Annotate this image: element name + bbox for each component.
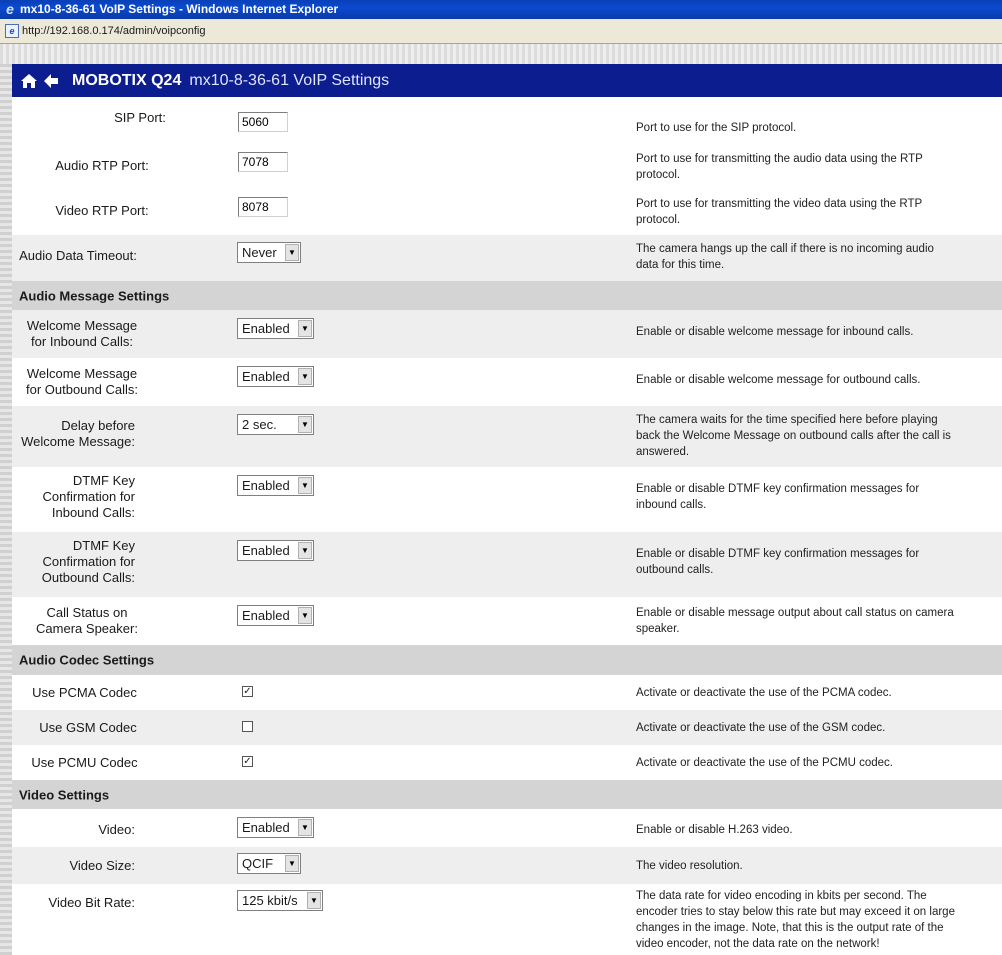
call-status-select[interactable] xyxy=(237,605,314,626)
label-line: for Inbound Calls: xyxy=(31,334,133,349)
sip-port-desc: Port to use for the SIP protocol. xyxy=(636,122,797,134)
audio-rtp-port-desc: Port to use for transmitting the audio data using the RTP protocol. xyxy=(636,153,923,181)
label-line: Delay before xyxy=(61,418,135,433)
pcmu-desc: Activate or deactivate the use of the PCMU codec. xyxy=(636,757,893,769)
section-video xyxy=(12,780,1002,809)
page-frame xyxy=(0,64,1002,955)
chevron-down-icon[interactable]: ▼ xyxy=(298,416,312,433)
row-sip-port xyxy=(12,97,1002,138)
row-welcome-delay xyxy=(12,406,1002,467)
video-bitrate-label: Video Bit Rate: xyxy=(48,895,135,910)
dtmf-outbound-value: Enabled xyxy=(242,543,290,558)
row-dtmf-outbound xyxy=(12,532,1002,597)
chevron-down-icon[interactable]: ▼ xyxy=(285,244,299,261)
label-line: Confirmation for xyxy=(42,554,135,569)
pcmu-checkbox[interactable]: ✓ xyxy=(243,756,252,767)
chevron-down-icon[interactable]: ▼ xyxy=(298,320,312,337)
chevron-down-icon[interactable]: ▼ xyxy=(298,368,312,385)
row-audio-data-timeout xyxy=(12,235,1002,281)
pcmu-label: Use PCMU Codec xyxy=(31,755,138,770)
address-url[interactable]: http://192.168.0.174/admin/voipconfig xyxy=(22,25,206,37)
section-heading: Video Settings xyxy=(19,787,110,802)
label-line: for Outbound Calls: xyxy=(25,382,138,397)
row-video-bitrate xyxy=(12,884,1002,955)
label-line: DTMF Key xyxy=(72,538,135,553)
welcome-inbound-select[interactable] xyxy=(237,318,314,339)
dtmf-outbound-desc: Enable or disable DTMF key confirmation messages for outbound calls. xyxy=(636,548,920,576)
delay-value: 2 sec. xyxy=(242,417,277,432)
welcome-outbound-value: Enabled xyxy=(242,369,290,384)
label-line: DTMF Key xyxy=(72,473,135,488)
chevron-down-icon[interactable]: ▼ xyxy=(298,819,312,836)
video-rtp-port-label: Video RTP Port: xyxy=(55,203,149,218)
back-arrow-icon[interactable] xyxy=(40,64,62,97)
audio-timeout-value: Never xyxy=(242,245,277,260)
ie-logo-icon: e xyxy=(6,1,14,17)
welcome-outbound-label xyxy=(12,366,152,398)
video-bitrate-desc: The data rate for video encoding in kbits per second. The encoder tries to stay below this rate but may exceed it on large changes in the image. Note, that this is the output rate of the video encoder, not the data rate on the network! xyxy=(636,890,955,950)
pcma-desc: Activate or deactivate the use of the PCMA codec. xyxy=(636,687,892,699)
label-line: Outbound Calls: xyxy=(41,570,135,585)
video-size-label: Video Size: xyxy=(69,858,135,873)
video-size-value: QCIF xyxy=(242,856,274,871)
dtmf-outbound-select[interactable] xyxy=(237,540,314,561)
dtmf-inbound-desc: Enable or disable DTMF key confirmation messages for inbound calls. xyxy=(636,483,920,511)
delay-label xyxy=(12,418,135,450)
audio-rtp-port-input[interactable] xyxy=(238,152,288,172)
video-bitrate-select[interactable] xyxy=(237,890,323,911)
label-line: Call Status on xyxy=(46,605,128,620)
delay-desc: The camera waits for the time specified here before playing back the Welcome Message on outbound calls after the call is answered. xyxy=(636,414,951,458)
chevron-down-icon[interactable]: ▼ xyxy=(298,607,312,624)
row-call-status xyxy=(12,597,1002,645)
page-header xyxy=(12,64,1002,97)
row-gsm-codec xyxy=(12,710,1002,745)
welcome-outbound-select[interactable] xyxy=(237,366,314,387)
video-label: Video: xyxy=(98,822,135,837)
chevron-down-icon[interactable]: ▼ xyxy=(298,477,312,494)
delay-select[interactable] xyxy=(237,414,314,435)
call-status-desc: Enable or disable message output about call status on camera speaker. xyxy=(636,607,954,635)
pcma-label: Use PCMA Codec xyxy=(32,685,137,700)
section-audio-message xyxy=(12,281,1002,310)
label-line: Welcome Message xyxy=(26,366,138,381)
page-title: mx10-8-36-61 VoIP Settings xyxy=(189,72,390,89)
section-heading: Audio Message Settings xyxy=(19,288,170,303)
dtmf-inbound-label xyxy=(12,473,135,521)
dtmf-inbound-value: Enabled xyxy=(242,478,290,493)
label-line: Camera Speaker: xyxy=(36,621,138,636)
sip-port-label: SIP Port: xyxy=(114,110,166,125)
chevron-down-icon[interactable]: ▼ xyxy=(285,855,299,872)
row-video-size xyxy=(12,847,1002,884)
row-dtmf-inbound xyxy=(12,467,1002,532)
row-video-rtp-port xyxy=(12,184,1002,235)
row-pcmu-codec xyxy=(12,745,1002,780)
audio-rtp-port-label: Audio RTP Port: xyxy=(55,158,149,173)
row-welcome-outbound xyxy=(12,358,1002,406)
welcome-inbound-desc: Enable or disable welcome message for inbound calls. xyxy=(636,326,914,338)
video-value: Enabled xyxy=(242,820,290,835)
label-line: Inbound Calls: xyxy=(51,505,135,520)
dtmf-outbound-label xyxy=(12,538,135,586)
video-bitrate-value: 125 kbit/s xyxy=(242,893,298,908)
video-rtp-port-input[interactable] xyxy=(238,197,288,217)
row-pcma-codec xyxy=(12,675,1002,710)
welcome-inbound-value: Enabled xyxy=(242,321,290,336)
section-audio-codec xyxy=(12,645,1002,675)
label-line: Welcome Message: xyxy=(21,434,135,449)
row-welcome-inbound xyxy=(12,310,1002,358)
label-line: Welcome Message xyxy=(26,318,138,333)
video-select[interactable] xyxy=(237,817,314,838)
window-title: mx10-8-36-61 VoIP Settings - Windows Internet Explorer xyxy=(20,2,339,16)
welcome-inbound-label xyxy=(12,318,152,350)
video-size-desc: The video resolution. xyxy=(636,860,743,872)
sip-port-input[interactable] xyxy=(238,112,288,132)
window-title-bar xyxy=(0,0,1002,19)
video-desc: Enable or disable H.263 video. xyxy=(636,824,793,836)
call-status-label xyxy=(12,605,162,637)
video-size-select[interactable] xyxy=(237,853,301,874)
brand-name: MOBOTIX Q24 xyxy=(72,72,182,89)
pcma-checkbox[interactable]: ✓ xyxy=(243,686,252,697)
gsm-desc: Activate or deactivate the use of the GSM codec. xyxy=(636,722,886,734)
label-line: Confirmation for xyxy=(42,489,135,504)
chevron-down-icon[interactable]: ▼ xyxy=(307,892,321,909)
audio-timeout-label: Audio Data Timeout: xyxy=(19,248,137,263)
section-heading: Audio Codec Settings xyxy=(19,652,155,668)
chevron-down-icon[interactable]: ▼ xyxy=(298,542,312,559)
frame-left-border xyxy=(0,64,12,955)
call-status-value: Enabled xyxy=(242,608,290,623)
address-bar[interactable] xyxy=(0,19,1002,44)
audio-timeout-select[interactable] xyxy=(237,242,301,263)
audio-timeout-desc: The camera hangs up the call if there is no incoming audio data for this time. xyxy=(636,243,934,271)
video-rtp-port-desc: Port to use for transmitting the video data using the RTP protocol. xyxy=(636,198,922,226)
gsm-checkbox[interactable] xyxy=(242,721,253,732)
home-icon[interactable] xyxy=(18,64,40,97)
welcome-outbound-desc: Enable or disable welcome message for outbound calls. xyxy=(636,374,921,386)
page-icon: e xyxy=(5,24,19,38)
toolbar-strip xyxy=(0,44,1002,64)
row-audio-rtp-port xyxy=(12,138,1002,184)
row-video xyxy=(12,809,1002,847)
dtmf-inbound-select[interactable] xyxy=(237,475,314,496)
gsm-label: Use GSM Codec xyxy=(39,720,137,735)
